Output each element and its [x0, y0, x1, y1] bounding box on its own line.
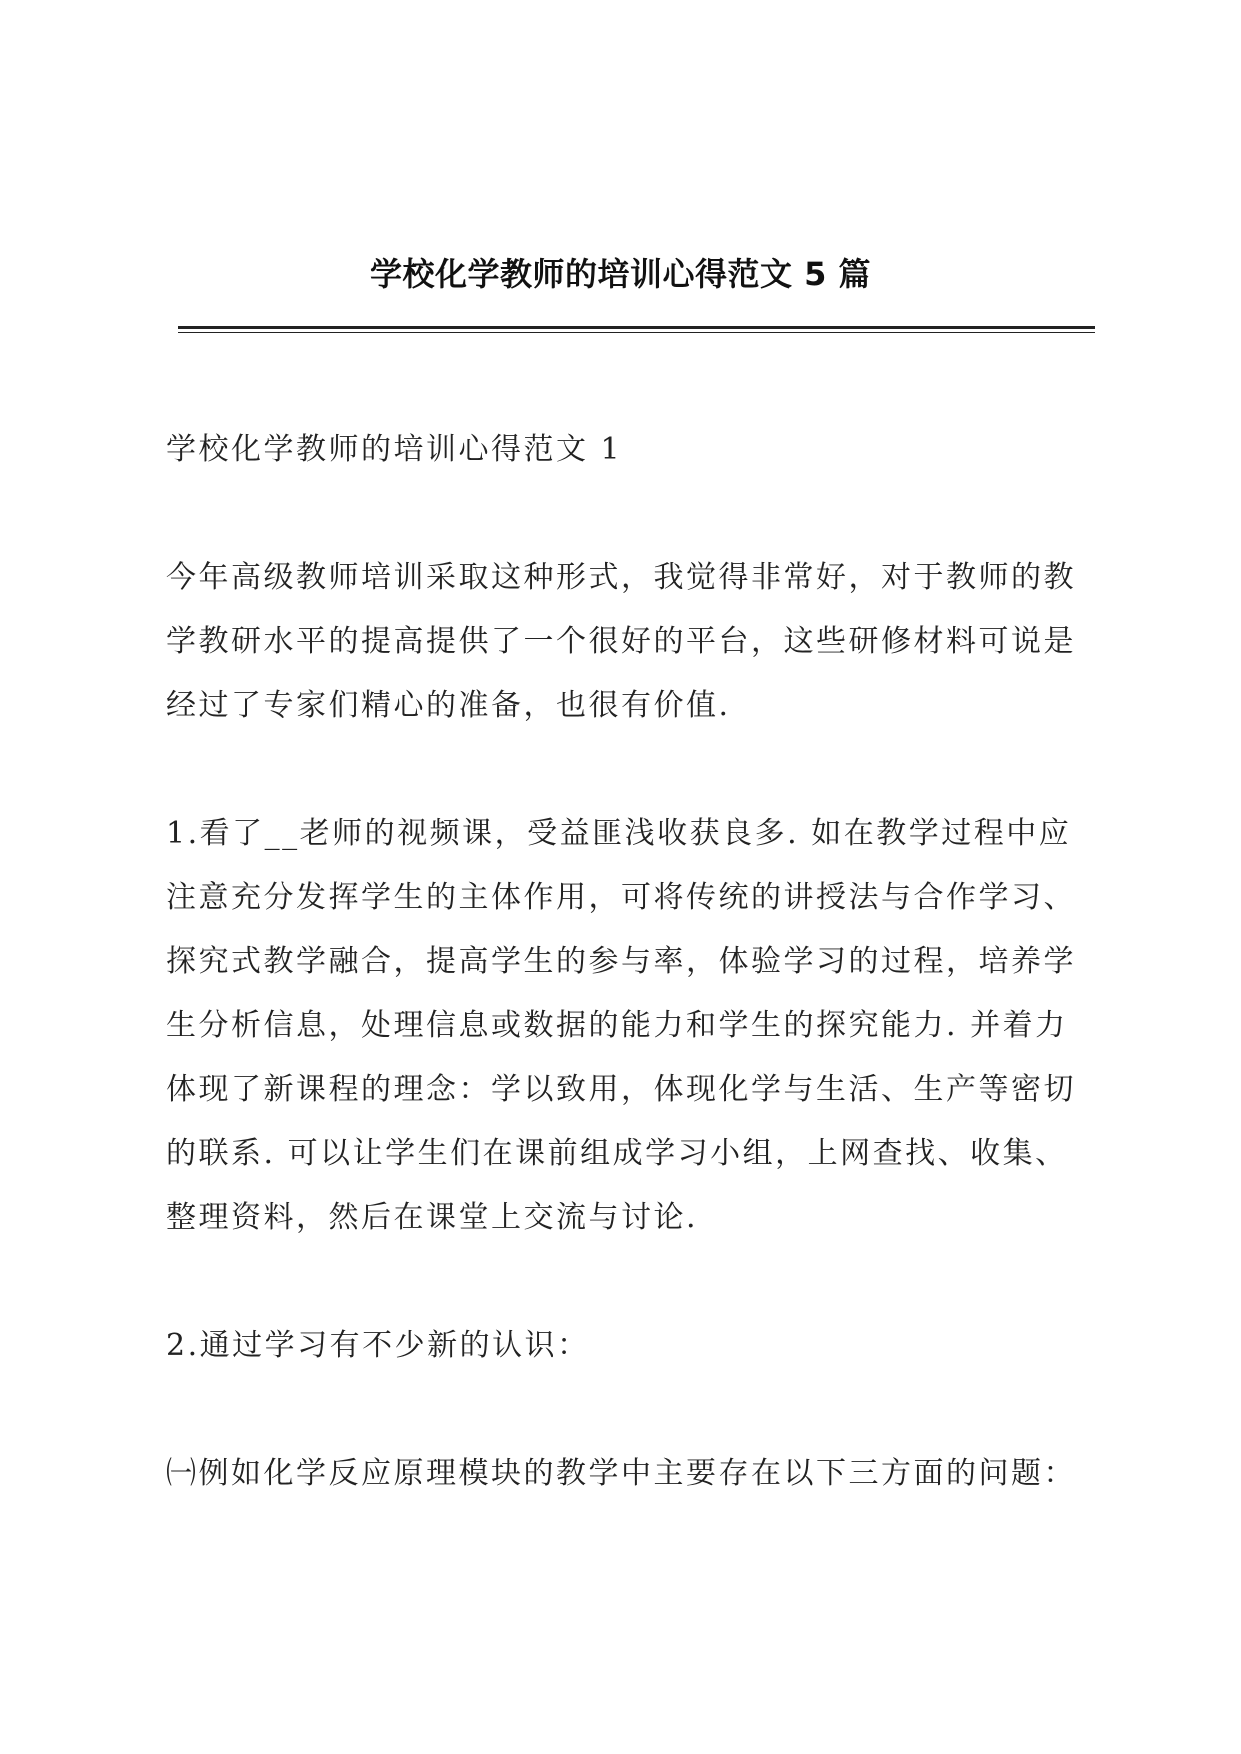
paragraph-intro: 今年高级教师培训采取这种形式，我觉得非常好，对于教师的教学教研水平的提高提供了一个很好的平台，这些研修材料可说是经过了专家们精心的准备，也很有价值. [166, 560, 1076, 723]
paragraph-point-2: 2.通过学习有不少新的认识： [166, 1328, 590, 1363]
paragraph-point-1: 1.看了__老师的视频课，受益匪浅收获良多. 如在教学过程中应注意充分发挥学生的主体作用，可将传统的讲授法与合作学习、探究式教学融合，提高学生的参与率，体验学习的过程，培养学生分析信息，处理信息或数据的能力和学生的探究能力. 并着力体现了新课程的理念：学以致用，体现化学与生活、生产等密切的联系. 可以让学生们在课前组成学习小组，上网查找、收集、整理资料，然后在课堂上交流与讨论. [166, 816, 1076, 1235]
paragraph-sub-point-1: ㈠例如化学反应原理模块的教学中主要存在以下三方面的问题： [166, 1456, 1076, 1491]
title-divider-thin [178, 332, 1095, 333]
section-heading: 学校化学教师的培训心得范文 1 [166, 432, 623, 467]
title-divider-thick [178, 326, 1095, 329]
document-title: 学校化学教师的培训心得范文 5 篇 [369, 255, 872, 293]
document-body [166, 418, 1096, 1506]
